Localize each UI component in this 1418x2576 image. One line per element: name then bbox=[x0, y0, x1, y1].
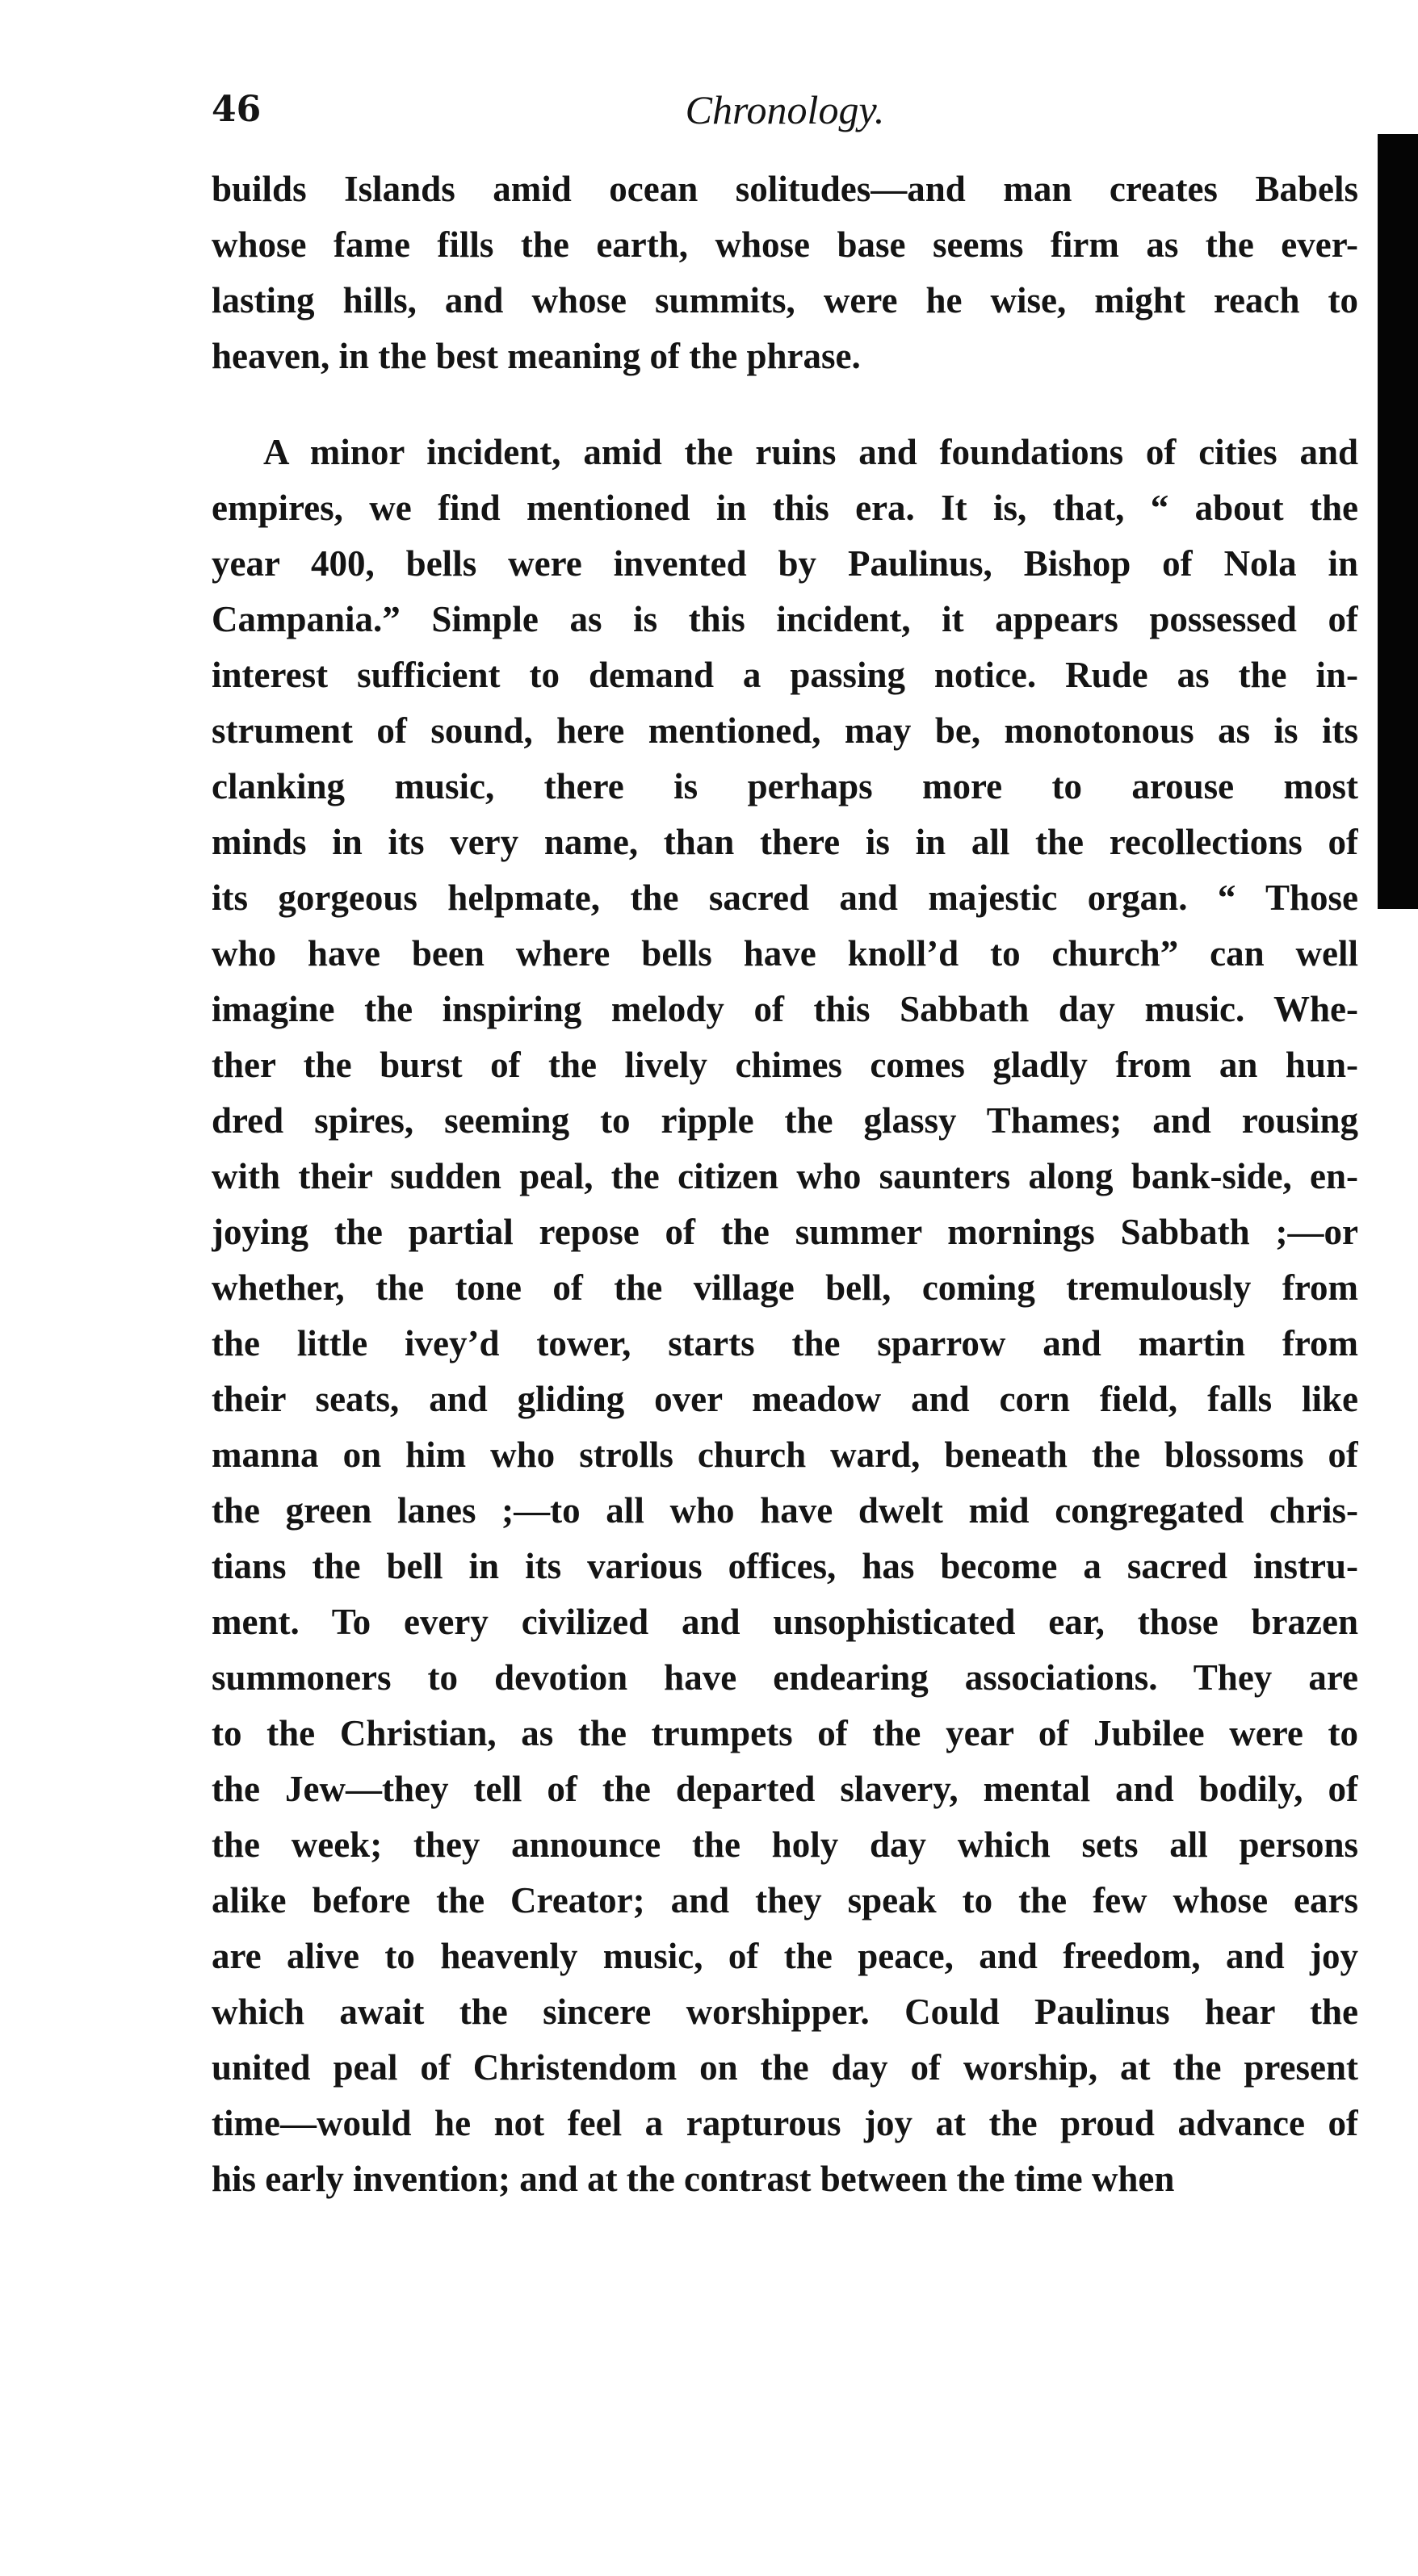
text-line: alike before the Creator; and they speak to the few whose ears bbox=[212, 1880, 1358, 1920]
text-line: strument of sound, here mentioned, may be, monotonous as is its bbox=[212, 710, 1358, 751]
text-line: are alive to heavenly music, of the peace, and freedom, and joy bbox=[212, 1936, 1358, 1976]
text-line: their seats, and gliding over meadow and corn field, falls like bbox=[212, 1379, 1358, 1419]
text-line: whose fame fills the earth, whose base seems firm as the ever- bbox=[212, 224, 1358, 265]
text-line: ther the burst of the lively chimes comes gladly from an hun- bbox=[212, 1045, 1358, 1085]
text-line: his early invention; and at the contrast between the time when bbox=[212, 2159, 1175, 2199]
text-line: minds in its very name, than there is in all the recollections of bbox=[212, 822, 1358, 862]
running-head: Chronology. bbox=[685, 87, 885, 132]
text-line: ment. To every civilized and unsophisticated ear, those brazen bbox=[212, 1602, 1358, 1642]
text-line: joying the partial repose of the summer mornings Sabbath ;—or bbox=[212, 1212, 1358, 1252]
paragraph-gap bbox=[212, 384, 1358, 425]
text-line: to the Christian, as the trumpets of the year of Jubilee were to bbox=[212, 1713, 1358, 1753]
text-line: interest sufficient to demand a passing notice. Rude as the in- bbox=[212, 655, 1358, 695]
text-line: lasting hills, and whose summits, were he wise, might reach to bbox=[212, 280, 1358, 320]
page-number: 46 bbox=[212, 89, 262, 130]
text-line: the Jew—they tell of the departed slavery, mental and bodily, of bbox=[212, 1769, 1358, 1809]
text-line: the little ivey’d tower, starts the sparrow and martin from bbox=[212, 1323, 1358, 1363]
text-line: heaven, in the best meaning of the phrase. bbox=[212, 336, 861, 376]
text-line: imagine the inspiring melody of this Sabbath day music. Whe- bbox=[212, 989, 1358, 1029]
text-line: Campania.” Simple as is this incident, it appears possessed of bbox=[212, 599, 1358, 639]
text-line: whether, the tone of the village bell, coming tremulously from bbox=[212, 1267, 1358, 1308]
text-line: who have been where bells have knoll’d to church” can well bbox=[212, 933, 1358, 974]
text-line: A minor incident, amid the ruins and foundations of cities and bbox=[263, 432, 1358, 472]
body-text bbox=[212, 161, 1358, 2207]
page-header bbox=[212, 77, 1358, 142]
text-line: the green lanes ;—to all who have dwelt mid congregated chris- bbox=[212, 1490, 1358, 1531]
text-line: tians the bell in its various offices, has become a sacred instru- bbox=[212, 1546, 1358, 1586]
text-line: the week; they announce the holy day which sets all persons bbox=[212, 1824, 1358, 1865]
text-line: united peal of Christendom on the day of worship, at the present bbox=[212, 2047, 1358, 2088]
text-line: manna on him who strolls church ward, beneath the blossoms of bbox=[212, 1435, 1358, 1475]
text-line: empires, we find mentioned in this era. It is, that, “ about the bbox=[212, 488, 1358, 528]
paragraph bbox=[212, 161, 1358, 384]
paragraph bbox=[212, 425, 1358, 2207]
page-edge-shadow bbox=[1378, 134, 1418, 909]
text-line: summoners to devotion have endearing associations. They are bbox=[212, 1657, 1358, 1698]
text-line: builds Islands amid ocean solitudes—and man creates Babels bbox=[212, 169, 1358, 209]
text-line: which await the sincere worshipper. Could Paulinus hear the bbox=[212, 1992, 1358, 2032]
text-line: year 400, bells were invented by Paulinus, Bishop of Nola in bbox=[212, 543, 1358, 584]
text-line: with their sudden peal, the citizen who saunters along bank-side, en- bbox=[212, 1156, 1358, 1196]
text-line: clanking music, there is perhaps more to arouse most bbox=[212, 766, 1358, 806]
text-line: its gorgeous helpmate, the sacred and majestic organ. “ Those bbox=[212, 878, 1358, 918]
text-line: time—would he not feel a rapturous joy at the proud advance of bbox=[212, 2103, 1358, 2143]
text-line: dred spires, seeming to ripple the glassy Thames; and rousing bbox=[212, 1100, 1358, 1141]
